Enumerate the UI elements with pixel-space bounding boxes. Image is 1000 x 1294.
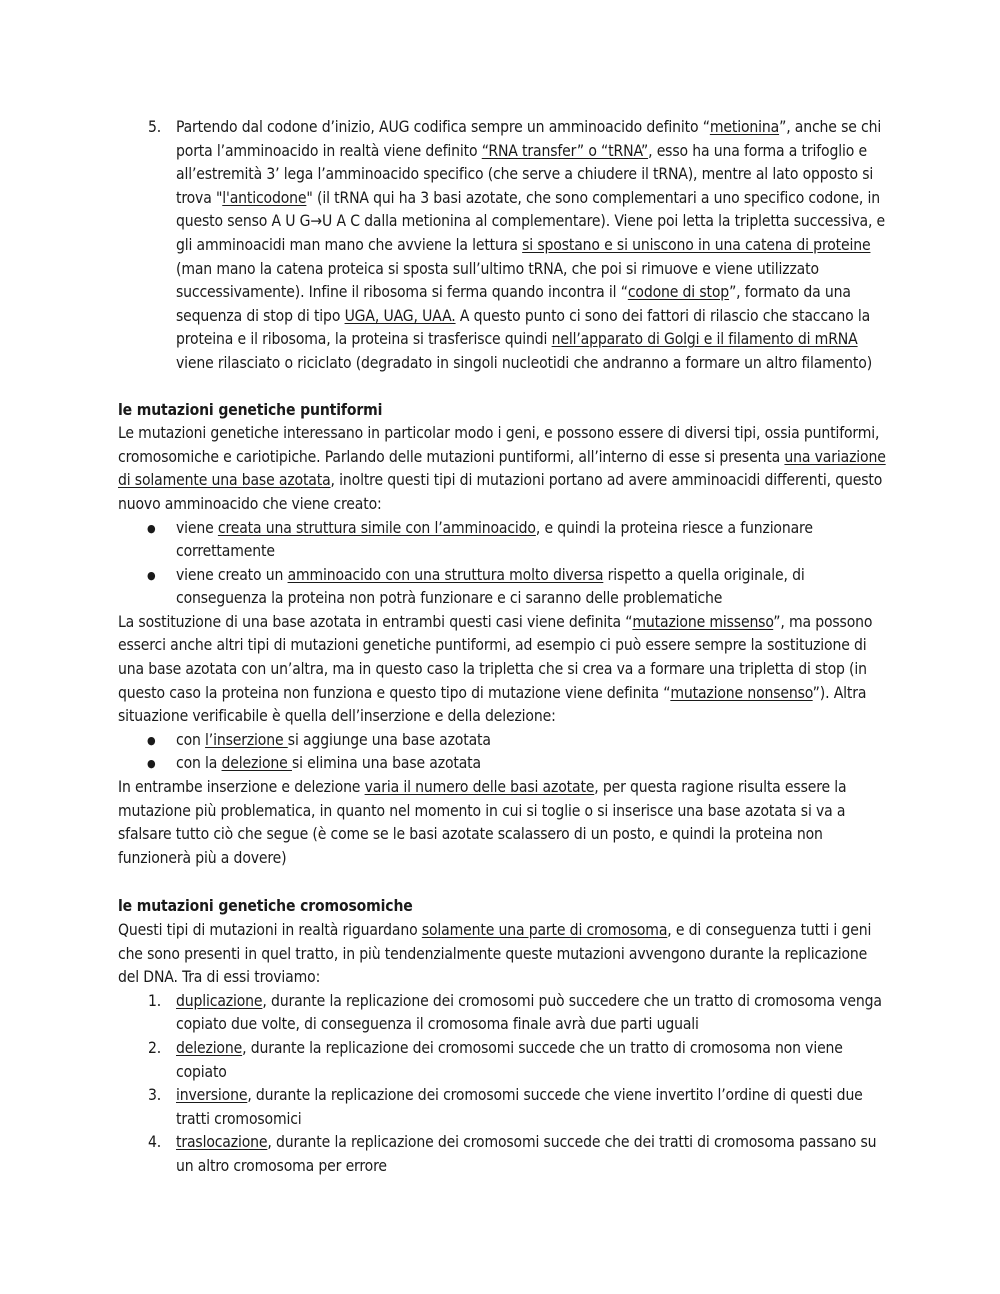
text-run: con la <box>176 754 222 773</box>
list-item-duplicazione <box>118 990 888 1037</box>
text-run: Partendo dal codone d’inizio, AUG codifica sempre un amminoacido definito “ <box>176 118 710 136</box>
text-run: , inoltre questi tipi di mutazioni portano ad avere amminoacidi differenti, questo nuovo amminoacido che viene creato: <box>118 471 883 513</box>
text-run: In entrambe inserzione e delezione <box>118 778 365 797</box>
list-number: 5. <box>148 118 162 136</box>
underlined-term: si spostano e si uniscono in una catena di proteine <box>522 235 871 254</box>
paragraph <box>118 422 888 516</box>
paragraph <box>118 776 888 870</box>
document-page <box>118 116 888 1179</box>
text-run: viene <box>176 518 218 537</box>
text-run: , per questa ragione risulta essere la mutazione più problematica, in quanto nel momento in cui si toglie o si inserisce una base azotata si va a sfalsare tutto ciò che segue (è come se le basi azotate scalassero di un posto, e quindi la proteina non funzionerà più a dovere) <box>118 778 847 867</box>
paragraph <box>118 611 888 729</box>
text-run: " (il tRNA qui ha 3 basi azotate, che sono complementari a uno specifico codone, in questo senso A U G→U A C dalla metionina al complementare). Viene poi letta la tripletta successiva, e gli amminoacidi man mano che avviene la lettura <box>176 188 886 254</box>
text-run: viene rilasciato o riciclato (degradato in singoli nucleotidi che andranno a formare un altro filamento) <box>176 353 873 372</box>
text-run: A questo punto ci sono dei fattori di rilascio che staccano la proteina e il ribosoma, la proteina si trasferisce quindi <box>176 306 871 349</box>
bullet-icon: ● <box>147 733 156 747</box>
underlined-term: nell’apparato di Golgi e il filamento di mRNA <box>551 330 858 349</box>
underlined-term: “RNA transfer” o “tRNA” <box>481 141 649 160</box>
text-run: , durante la replicazione dei cromosomi succede che un tratto di cromosoma non viene copiato <box>176 1038 843 1081</box>
underlined-term: l’inserzione <box>205 730 288 749</box>
bullet-icon: ● <box>147 521 156 535</box>
underlined-term: UGA, UAG, UAA. <box>344 306 456 325</box>
text-run: (man mano la catena proteica si sposta sull’ultimo tRNA, che poi si rimuove e viene utilizzato successivamente). Infine il ribosoma si ferma quando incontra il “ <box>176 259 819 302</box>
underlined-term: codone di stop <box>627 283 730 302</box>
text-run: ”, anche se chi porta l’amminoacido in realtà viene definito <box>176 118 882 160</box>
underlined-term: traslocazione <box>176 1133 268 1152</box>
bullet-icon: ● <box>147 568 156 582</box>
underlined-term: mutazione nonsenso <box>670 683 813 702</box>
text-run: ”, formato da una sequenza di stop di tipo <box>176 283 851 325</box>
bullet-item <box>118 517 888 564</box>
underlined-term: amminoacido con una struttura molto diversa <box>287 565 604 584</box>
list-number: 1. <box>148 991 162 1010</box>
text-run: Le mutazioni genetiche interessano in particolar modo i geni, e possono essere di diversi tipi, ossia puntiformi, cromosomiche e cariotipiche. Parlando delle mutazioni puntiformi, all’interno di esse si presenta <box>118 424 880 466</box>
underlined-term: creata una struttura simile con l’amminoacido <box>217 518 536 537</box>
section-heading-puntiformi: le mutazioni genetiche puntiformi <box>118 400 383 419</box>
bullet-icon: ● <box>147 757 156 771</box>
text-run: rispetto a quella originale, di conseguenza la proteina non potrà funzionare e ci saranno delle problematiche <box>176 565 805 608</box>
underlined-term: mutazione missenso <box>632 612 774 631</box>
list-item-delezione <box>118 1037 888 1084</box>
bullet-item <box>118 729 888 753</box>
underlined-term: delezione <box>221 754 292 773</box>
text-run: si aggiunge una base azotata <box>287 730 491 749</box>
section-heading-cromosomiche: le mutazioni genetiche cromosomiche <box>118 897 413 916</box>
text-run: La sostituzione di una base azotata in entrambi questi casi viene definita “ <box>118 612 633 631</box>
text-run: Questi tipi di mutazioni in realtà riguardano <box>118 921 422 939</box>
underlined-term: metionina <box>709 118 780 136</box>
paragraph <box>118 919 888 990</box>
bullet-item <box>118 564 888 611</box>
list-number: 3. <box>148 1086 162 1105</box>
list-item-inversione <box>118 1084 888 1131</box>
list-item-5 <box>118 116 888 376</box>
underlined-term: varia il numero delle basi azotate <box>364 778 595 797</box>
text-run: , durante la replicazione dei cromosomi succede che dei tratti di cromosoma passano su un altro cromosoma per errore <box>176 1133 877 1175</box>
text-run: , esso ha una forma a trifoglio e all’estremità 3’ lega l’amminoacido specifico (che serve a chiudere il tRNA), mentre al lato opposto si trova " <box>176 141 874 207</box>
underlined-term: delezione <box>176 1038 243 1057</box>
text-run: , e di conseguenza tutti i geni che sono presenti in quel tratto, in più tendenzialmente queste mutazioni avvengono durante la replicazione del DNA. Tra di essi troviamo: <box>118 921 872 987</box>
text-run: ”). Altra situazione verificabile è quella dell’inserzione e della delezione: <box>118 683 867 726</box>
underlined-term: inversione <box>176 1086 248 1105</box>
list-number: 4. <box>148 1133 162 1152</box>
bullet-item <box>118 752 888 776</box>
text-run: si elimina una base azotata <box>291 754 481 773</box>
text-run: , durante la replicazione dei cromosomi può succedere che un tratto di cromosoma venga copiato due volte, di conseguenza il cromosoma finale avrà due parti uguali <box>176 991 882 1034</box>
text-run: con <box>176 730 206 749</box>
underlined-term: duplicazione <box>176 991 263 1010</box>
text-run: , e quindi la proteina riesce a funzionare correttamente <box>176 518 813 561</box>
underlined-term: solamente una parte di cromosoma <box>421 921 668 939</box>
list-number: 2. <box>148 1038 162 1057</box>
text-run: , durante la replicazione dei cromosomi succede che viene invertito l’ordine di questi due tratti cromosomici <box>176 1086 863 1128</box>
text-run: ”, ma possono esserci anche altri tipi di mutazioni genetiche puntiformi, ad esempio ci può essere sempre la sostituzione di una base azotata con un’altra, ma in questo caso la tripletta che si crea va a formare una tripletta di stop (in questo caso la proteina non funziona e questo tipo di mutazione viene definita “ <box>118 612 873 702</box>
underlined-term: una variazione di solamente una base azotata <box>118 447 886 490</box>
list-item-traslocazione <box>118 1131 888 1178</box>
underlined-term: l'anticodone <box>222 188 307 207</box>
text-run: viene creato un <box>176 565 288 584</box>
